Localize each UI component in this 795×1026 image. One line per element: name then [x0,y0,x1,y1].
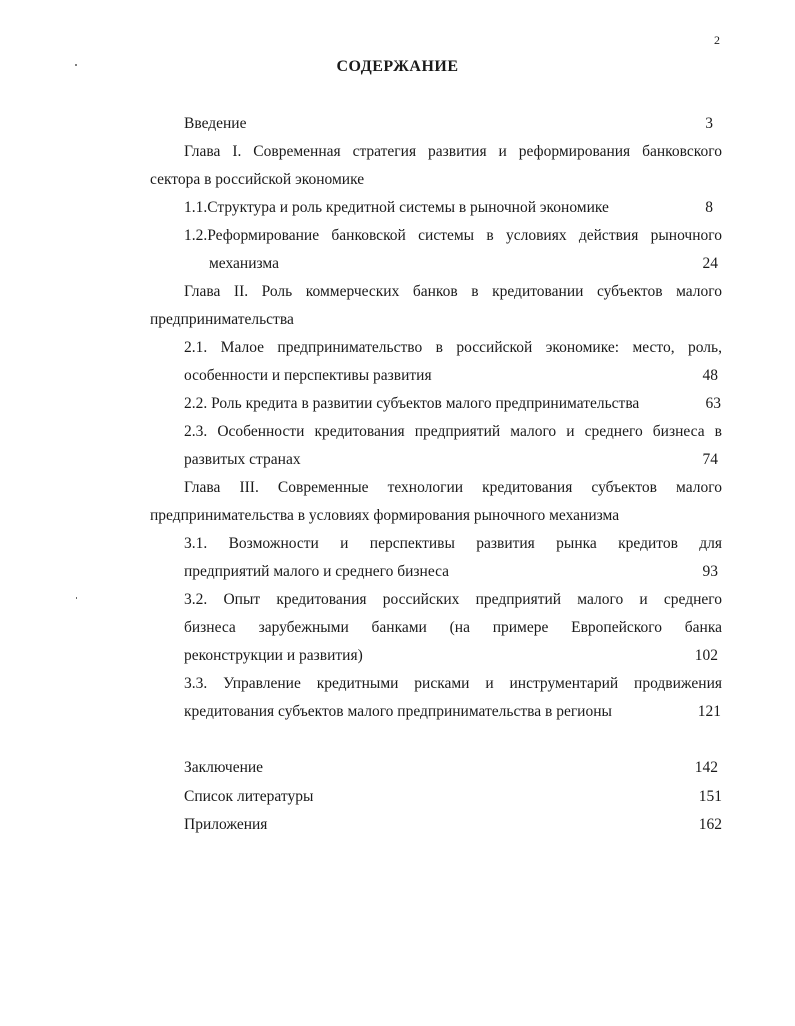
toc-entry-page: 24 [702,255,718,272]
toc-entry-title: Введение [184,115,247,132]
toc-entry-page: 63 [705,395,721,412]
toc-entry-title: 2.2. Роль кредита в развитии субъектов малого предпринимательства [184,395,640,412]
toc-entry-page: 93 [702,563,718,580]
toc-entry-title-cont: кредитования субъектов малого предпринимательства в регионы [184,703,612,720]
toc-entry-title: 3.2. Опыт кредитования российских предприятий малого и среднего [184,591,722,608]
toc-entry-page: 151 [698,788,722,805]
toc-entry-title-cont: бизнеса зарубежными банками (на примере Европейского банка [184,619,722,636]
page-number: 2 [714,33,720,47]
toc-entry-title: 1.1.Структура и роль кредитной системы в рыночной экономике [184,199,609,216]
toc-entry-title: 2.1. Малое предпринимательство в российской экономике: место, роль, [184,339,722,356]
toc-entry-title-cont: развитых странах [184,451,301,468]
toc-entry-page: 142 [694,759,718,776]
toc-entry-title-cont: механизма [209,255,279,272]
toc-entry-title: Приложения [184,816,268,833]
toc-entry-title: Заключение [184,759,264,776]
toc-entry-title-cont: предпринимательства [150,311,294,328]
toc-entry-title: 3.1. Возможности и перспективы развития рынка кредитов для [184,535,722,552]
toc-entry-page: 48 [702,367,718,384]
toc-entry-title-cont: предпринимательства в условиях формирования рыночного механизма [150,507,620,524]
toc-entry-title-cont: сектора в российской экономике [150,171,365,188]
scan-speck [75,64,77,66]
toc-entry-page: 8 [705,199,713,216]
toc-entry-title: Глава I. Современная стратегия развития и реформирования банковского [184,143,722,160]
toc-entry-title-cont: особенности и перспективы развития [184,367,432,384]
toc-entry-page: 102 [694,647,718,664]
toc-entry-title: 1.2.Реформирование банковской системы в условиях действия рыночного [184,227,722,244]
toc-entry-title: Список литературы [184,788,314,805]
scan-speck [76,597,77,599]
toc-entry-title: Глава III. Современные технологии кредитования субъектов малого [184,479,722,496]
toc-entry-page: 162 [698,816,722,833]
toc-entry-page: 3 [705,115,713,132]
toc-entry-title: 3.3. Управление кредитными рисками и инструментарий продвижения [184,675,722,692]
toc-entry-title-cont: предприятий малого и среднего бизнеса [184,563,450,580]
toc-entry-title-cont: реконструкции и развития) [184,647,363,664]
toc-entry-page: 121 [697,703,721,720]
toc-entry-title: Глава II. Роль коммерческих банков в кредитовании субъектов малого [184,283,722,300]
toc-entry-page: 74 [702,451,718,468]
toc-entry-title: 2.3. Особенности кредитования предприятий малого и среднего бизнеса в [184,423,722,440]
page-title: СОДЕРЖАНИЕ [336,58,459,75]
